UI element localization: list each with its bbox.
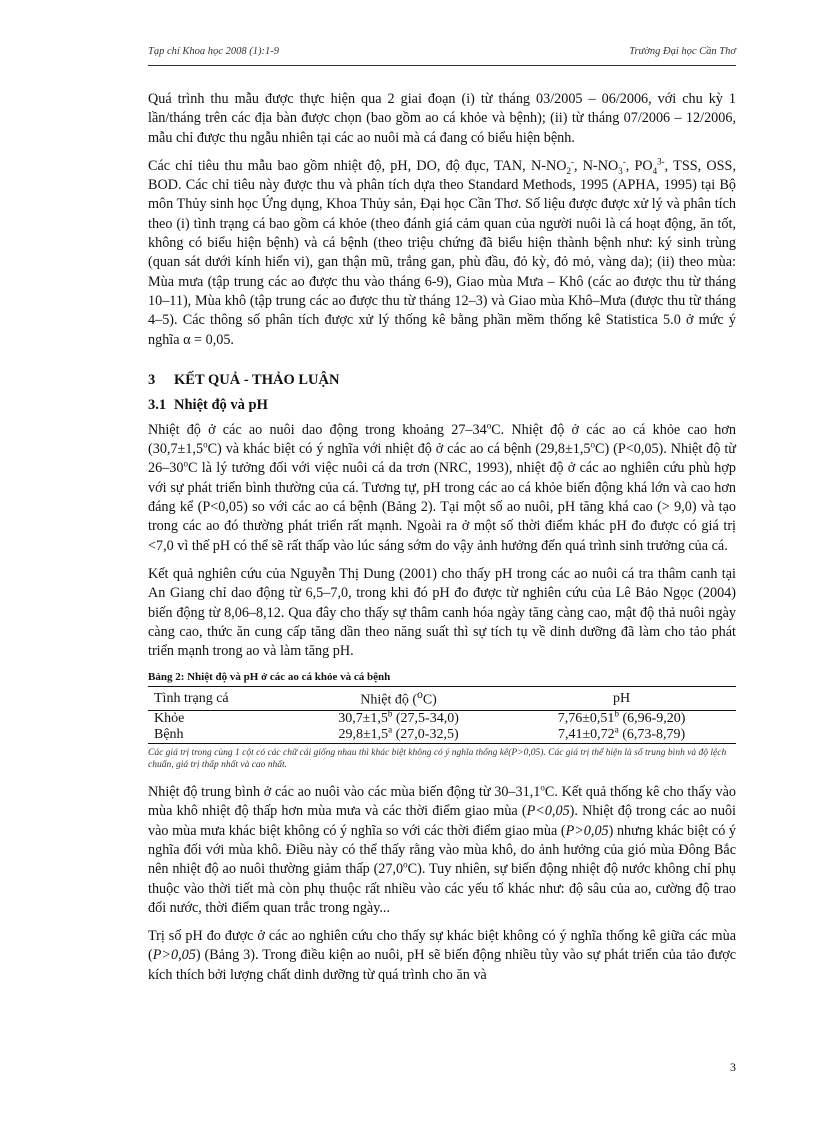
- table-note: Các giá trị trong cùng 1 cột có các chữ cái giống nhau thì khác biệt không có ý nghĩa thống kê(P>0,05). Các giá trị thể hiện là số trung bình và độ lệch chuẩn, giá trị thấp nhất và cao nhất.: [148, 748, 727, 771]
- header-rule: [148, 65, 736, 66]
- section-heading-results: 3 KẾT QUẢ - THẢO LUẬN: [148, 371, 340, 388]
- table-header-ph: pH: [507, 687, 736, 711]
- subsection-heading-temperature-ph: 3.1 Nhiệt độ và pH: [148, 396, 268, 413]
- table-cell-temperature: 29,8±1,5$^a$ (27,0-32,5): [290, 727, 507, 744]
- journal-header: Tạp chí Khoa học 2008 (1):1-9: [148, 46, 279, 57]
- table-row: [148, 727, 736, 744]
- table-header-status: Tình trạng cá: [148, 687, 290, 711]
- table-row: [148, 711, 736, 728]
- page-number: 3: [730, 1060, 736, 1074]
- paragraph-temperature: Nhiệt độ ở các ao nuôi dao động trong khoảng 27–34$^o$C. Nhiệt độ ở các ao cá khỏe cao hơn $(30,7\pm 1,5^oC)$ và khác biệt có ý nghĩa với nhiệt độ ở các ao cá bệnh $(29,8\pm 1,5^oC)$ (P<0,05). Nhiệt độ từ 26–30$^o$C là lý tưởng đối với việc nuôi cá da trơn (NRC, 1993), nhiệt độ ở các ao nghiên cứu phù hợp với sự phát triển bình thường của cá. Tương tự, pH trong các ao cá khỏe biến động khá lớn và cao hơn đáng kể (P<0,05) so với các ao cá bệnh (Bảng 2). Tại một số ao nuôi, pH tăng khá cao (> 9,0) và tạo trong các ao đó thường phát triển rất mạnh. Ngoài ra ở một số thời điểm khác pH đo được có giá trị <7,0 vì thế pH có thể sẽ rất thấp vào lúc sáng sớm do vậy ảnh hưởng đến quá trình sinh trưởng của cá.: [148, 420, 736, 554]
- paragraph-sampling: Quá trình thu mẫu được thực hiện qua 2 giai đoạn (i) từ tháng 03/2005 – 06/2006, với chu kỳ 1 lần/tháng trên các địa bàn được chọn (bao gồm ao cá khỏe và bệnh); (ii) từ tháng 07/2006 – 12/2006, mẫu chỉ được thu ngẫu nhiên tại các ao nuôi mà cá đang có biểu hiện bệnh.: [148, 91, 736, 146]
- page-body: [148, 90, 736, 994]
- paragraph-parameters: Các chỉ tiêu thu mẫu bao gồm nhiệt độ, pH, DO, độ đục, TAN, $N-NO_2^-$, $N-NO_3^-$, $PO_4^{3-}$, TSS, OSS, BOD. Các chỉ tiêu này được thu và phân tích dựa theo Standard Methods, 1995 (APHA, 1995) tại Bộ môn Thủy sinh học Ứng dụng, Khoa Thủy sản, Đại học Cần Thơ. Số liệu được được xử lý và phân tích theo (i) tình trạng cá bao gồm cá khỏe (theo đánh giá cảm quan của người nuôi là cá hoạt động, ăn tốt, không có biểu hiện bệnh) và cá bệnh (theo triệu chứng đã biểu hiện thành bệnh như: ký sinh trùng (quan sát dưới kính hiển vi), gan thận mũ, trắng gan, phù đầu, đỏ kỳ, đỏ mỏ, vàng da); (ii) theo mùa: Mùa mưa (tập trung các ao được thu vào tháng 6-9), Giao mùa Mưa – Khô (các ao được thu từ tháng 10–11), Mùa khô (tập trung các ao được thu từ tháng 12–3) và Giao mùa Khô–Mưa (được thu từ tháng 4–5). Các thông số phân tích được xử lý thống kê bằng phần mềm thống kê Statistica 5.0 ở mức ý nghĩa α = 0,05.: [148, 156, 736, 348]
- table-cell-status: Khỏe: [154, 711, 185, 727]
- table-cell-status: Bệnh: [148, 727, 290, 744]
- table-caption: Bảng 2: Nhiệt độ và pH ở các ao cá khỏe và cá bệnh: [148, 671, 391, 684]
- paragraph-seasonal-ph: Trị số pH đo được ở các ao nghiên cứu cho thấy sự khác biệt không có ý nghĩa thống kê giữa các mùa (P>0,05) (Bảng 3). Trong điều kiện ao nuôi, pH sẽ biến động nhiều tùy vào sự phát triển của tảo được kích thích bởi lượng chất dinh dưỡng từ quá trình cho ăn và: [148, 928, 736, 983]
- table-header-temperature: Nhiệt độ ($^o$C): [290, 687, 507, 711]
- table-temperature-ph: [148, 686, 736, 744]
- university-header: Trường Đại học Cần Thơ: [629, 46, 736, 57]
- paragraph-seasonal-temperature: Nhiệt độ trung bình ở các ao nuôi vào các mùa biến động từ 30–31,1$^o$C. Kết quả thống kê cho thấy vào mùa khô nhiệt độ thấp hơn mùa mưa và các thời điểm giao mùa (P<0,05). Nhiệt độ trong các ao nuôi vào mùa mưa khác biệt không có ý nghĩa so với các thời điểm giao mùa (P>0,05) nhưng khác biệt có ý nghĩa đối với mùa khô. Điều này có thể thấy rằng vào mùa khô, do ảnh hưởng của gió mùa Đông Bắc nên nhiệt độ ao nuôi thường giảm thấp (27,0$^o$C). Tuy nhiên, sự biến động nhiệt độ nước không chỉ phụ thuộc vào thời tiết mà còn phụ thuộc rất nhiều vào các yếu tố khác như: độ sâu của ao, cường độ trao đổi nước, thời điểm quan trắc trong ngày...: [148, 782, 737, 916]
- paragraph-ph-studies: Kết quả nghiên cứu của Nguyễn Thị Dung (2001) cho thấy pH trong các ao nuôi cá tra thâm canh tại An Giang chỉ dao động từ 6,5–7,0, trong khi đó pH đo được từ nghiên cứu của Lê Bảo Ngọc (2004) biến động từ 8,06–8,12. Qua đây cho thấy sự thâm canh hóa ngày tăng càng cao, mật độ thả nuôi ngày càng cao, thức ăn cung cấp tăng dần theo năng suất thì sự tích tụ về dinh dưỡng đã làm cho tảo phát triển mạnh trong ao và làm tăng pH.: [148, 565, 736, 660]
- table-cell-temperature: 30,7±1,5$^b$ (27,5-34,0): [338, 708, 459, 727]
- table-cell-ph: 7,41±0,72$^a$ (6,73-8,79): [507, 727, 736, 744]
- table-cell-ph: 7,76±0,51$^b$ (6,96-9,20): [557, 708, 686, 727]
- table-header-row: [148, 687, 736, 711]
